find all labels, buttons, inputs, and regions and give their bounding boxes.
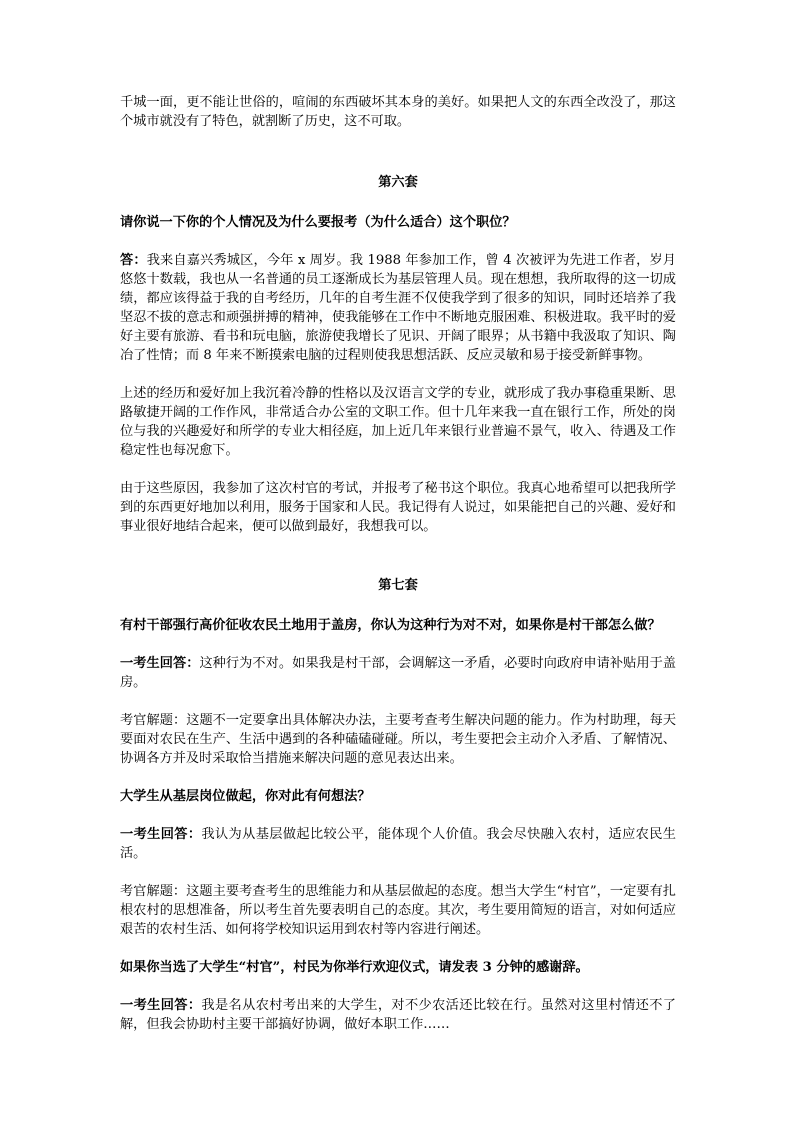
candidate-answer-text: 我是名从农村考出来的大学生，对不少农活还比较在行。虽然对这里村情还不了解，但我会协助村主要干部搞好协调，做好本职工作…… [120, 998, 676, 1032]
answer-text: 我来自嘉兴秀城区，今年 x 周岁。我 1988 年参加工作，曾 4 次被评为先进工作者，岁月悠悠十数载，我也从一名普通的员工逐渐成长为基层管理人员。现在想想，我所取得的这一切成绩，都应该得益于我的自考经历，几年的自考生涯不仅使我学到了很多的知识，同时还培养了我坚忍不拔的意志和顽强拼搏的精神，使我能够在工作中不断地克服困难、积极进取。我平时的爱好主要有旅游、看书和玩电脑，旅游使我增长了见识、开阔了眼界；从书籍中我汲取了知识、陶冶了性情；而 8 年来不断摸索电脑的过程则使我思想活跃、反应灵敏和易于接受新鲜事物。 [120, 253, 676, 363]
candidate-answer-3 [120, 996, 676, 1034]
set-seven-section [120, 576, 676, 1034]
set-six-answer-p2: 上述的经历和爱好加上我沉着冷静的性格以及汉语言文学的专业，就形成了我办事稳重果断、思路敏捷开阔的工作作风，非常适合办公室的文职工作。但十几年来我一直在银行工作，所处的岗位与我的兴趣爱好和所学的专业大相径庭，加上近几年来银行业普遍不景气，收入、待遇及工作稳定性也每况愈下。 [120, 386, 676, 458]
candidate-answer-text: 这种行为不对。如果我是村干部，会调解这一矛盾，必要时向政府申请补贴用于盖房。 [120, 656, 676, 690]
candidate-answer-2 [120, 825, 676, 863]
candidate-answer-text: 我认为从基层做起比较公平，能体现个人价值。我会尽快融入农村，适应农民生活。 [120, 827, 676, 861]
examiner-note-1 [120, 711, 676, 768]
examiner-label: 考官解题： [120, 713, 187, 728]
set-seven-question-2: 大学生从基层岗位做起，你对此有何想法？ [120, 789, 371, 804]
set-seven-question-1: 有村干部强行高价征收农民土地用于盖房，你认为这种行为对不对，如果你是村干部怎么做？ [120, 618, 661, 633]
examiner-note-2 [120, 882, 676, 939]
set-six-answer-p1 [120, 251, 676, 365]
examiner-text: 这题不一定要拿出具体解决办法，主要考查考生解决问题的能力。作为村助理，每天要面对农民在生产、生活中遇到的各种磕磕碰碰。所以，考生要把会主动介入矛盾、了解情况、协调各方并及时采取恰当措施来解决问题的意见表达出来。 [120, 713, 677, 766]
candidate-answer-1 [120, 654, 676, 692]
set-six-title: 第六套 [378, 175, 418, 190]
candidate-label: 一考生回答： [120, 656, 200, 671]
set-seven-question-3: 如果你当选了大学生“村官”，村民为你举行欢迎仪式，请发表 3 分钟的感谢辞。 [120, 960, 589, 975]
candidate-label: 一考生回答： [120, 998, 202, 1013]
examiner-text: 这题主要考查考生的思维能力和从基层做起的态度。想当大学生“村官”，一定要有扎根农村的思想准备，所以考生首先要表明自己的态度。其次，考生要用简短的语言，对如何适应艰苦的农村生活、如何将学校知识运用到农村等内容进行阐述。 [120, 884, 676, 937]
set-six-answer-p3: 由于这些原因，我参加了这次村官的考试，并报考了秘书这个职位。我真心地希望可以把我所学到的东西更好地加以利用，服务于国家和人民。我记得有人说过，如果能把自己的兴趣、爱好和事业很好地结合起来，便可以做到最好，我想我可以。 [120, 481, 676, 534]
set-six-question: 请你说一下你的个人情况及为什么要报考（为什么适合）这个职位？ [120, 215, 516, 230]
set-seven-title: 第七套 [378, 578, 418, 593]
set-six-section [120, 173, 676, 536]
answer-label: 答： [120, 253, 147, 268]
document-body [120, 93, 676, 1053]
intro-paragraph: 千城一面，更不能让世俗的，喧闹的东西破坏其本身的美好。如果把人文的东西全改没了，那这个城市就没有了特色，就割断了历史，这不可取。 [120, 95, 676, 129]
candidate-label: 一考生回答： [120, 827, 202, 842]
examiner-label: 考官解题： [120, 884, 187, 899]
